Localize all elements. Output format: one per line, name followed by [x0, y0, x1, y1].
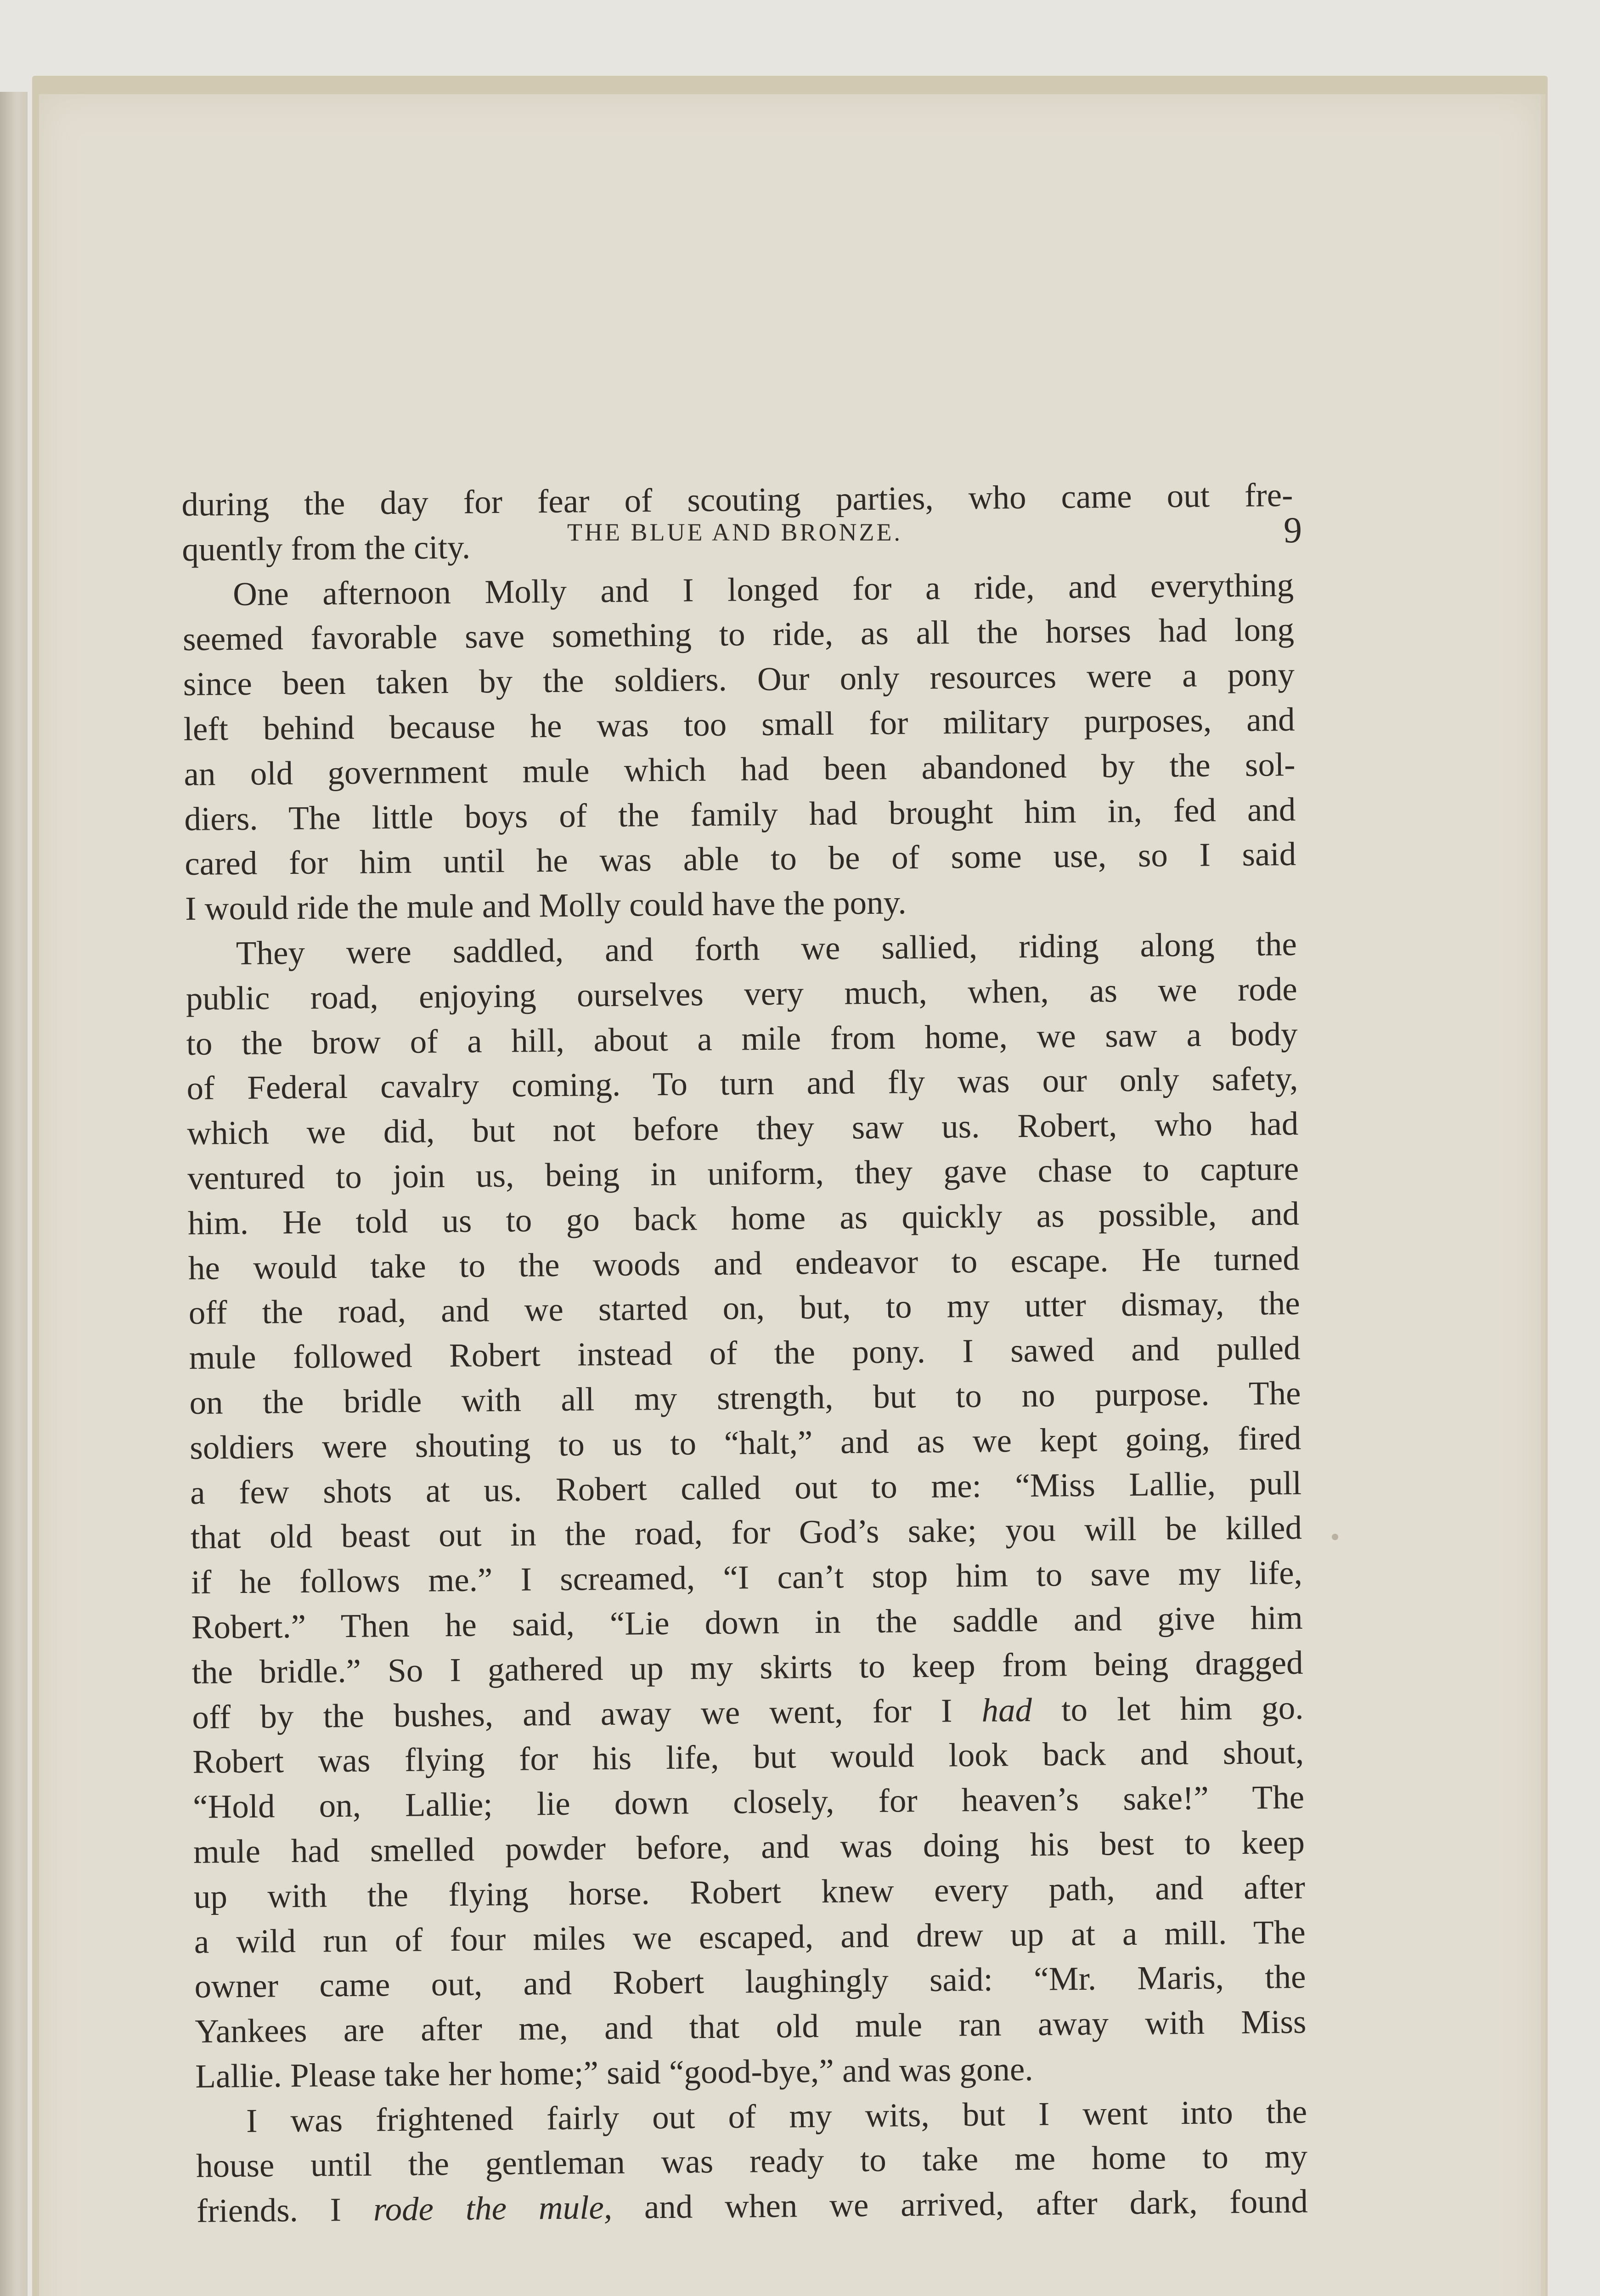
text-line-segment: since been taken by the soldiers. Our only resources were a pony [183, 656, 1295, 703]
previous-page-edge [0, 92, 28, 2296]
text-line-segment: up with the flying horse. Robert knew every path, and after [193, 1868, 1306, 1915]
text-line-segment: Lallie. Please take her home;” said “good-bye,” and was gone. [195, 2050, 1033, 2095]
text-line-segment: diers. The little boys of the family had brought him in, fed and [184, 790, 1296, 838]
body-text [181, 473, 1308, 2234]
text-line-segment: cared for him until he was able to be of some use, so I said [184, 835, 1296, 883]
text-line-segment: house until the gentleman was ready to take me home to my [196, 2138, 1308, 2185]
text-line-segment: off the road, and we started on, but, to my utter dismay, the [188, 1284, 1301, 1332]
text-line-segment: I would ride the mule and Molly could have the pony. [185, 884, 907, 928]
text-line-segment: left behind because he was too small for military purposes, and [183, 700, 1295, 748]
text-line-segment: mule followed Robert instead of the pony. I sawed and pulled [189, 1329, 1301, 1377]
italic-text: rode the mule, [373, 2189, 613, 2228]
text-line-segment: owner came out, and Robert laughingly said: “Mr. Maris, the [194, 1958, 1306, 2005]
text-line-segment: of Federal cavalry coming. To turn and fly was our only safety, [186, 1060, 1298, 1107]
italic-text: had [981, 1691, 1032, 1729]
text-line-segment: “Hold on, Lallie; lie down closely, for heaven’s sake!” The [192, 1778, 1305, 1825]
paper-speck [1332, 1534, 1338, 1540]
text-line-segment: and when we arrived, after dark, found [612, 2183, 1308, 2226]
text-line-segment: if he follows me.” I screamed, “I can’t stop him to save my life, [191, 1553, 1303, 1601]
text-line-segment: to the brow of a hill, about a mile from home, we saw a body [186, 1015, 1298, 1062]
text-line-segment: public road, enjoying ourselves very much, when, as we rode [186, 970, 1298, 1017]
text-line-segment: mule had smelled powder before, and was doing his best to keep [193, 1823, 1305, 1870]
text-line-segment: a wild run of four miles we escaped, and drew up at a mill. The [194, 1913, 1306, 1960]
text-line-segment: which we did, but not before they saw us. Robert, who had [187, 1104, 1299, 1152]
text-line-segment: They were saddled, and forth we sallied, riding along the [236, 925, 1297, 972]
text-line-segment: to let him go. [1031, 1688, 1304, 1728]
text-line-segment: the bridle.” So I gathered up my skirts to keep from being dragged [192, 1643, 1303, 1691]
text-line-segment: on the bridle with all my strength, but to no purpose. The [189, 1374, 1301, 1421]
text-line-segment: a few shots at us. Robert called out to me: “Miss Lallie, pull [190, 1464, 1302, 1511]
text-line-segment: Robert was flying for his life, but would look back and shout, [192, 1733, 1304, 1781]
text-line-segment: an old government mule which had been abandoned by the sol- [184, 745, 1296, 793]
text-line-segment: ventured to join us, being in uniform, they gave chase to capture [187, 1149, 1299, 1197]
text-line-segment: friends. I [196, 2190, 374, 2230]
text-line-segment: One afternoon Molly and I longed for a ride, and everything [232, 566, 1294, 613]
running-title: THE BLUE AND BRONZE. [567, 518, 902, 546]
text-line-segment: off by the bushes, and away we went, for I [192, 1691, 982, 1736]
page-number: 9 [1284, 510, 1302, 551]
text-line-segment: Yankees are after me, and that old mule ran away with Miss [195, 2003, 1307, 2050]
text-line-segment: during the day for fear of scouting parties, who came out fre- [181, 476, 1293, 523]
text-line-segment: him. He told us to go back home as quickly as possible, and [187, 1194, 1300, 1242]
text-line-segment: he would take to the woods and endeavor to escape. He turned [188, 1239, 1300, 1287]
text-line-segment: I was frightened fairly out of my wits, but I went into the [246, 2093, 1307, 2139]
text-line-segment: seemed favorable save something to ride, as all the horses had long [182, 611, 1295, 658]
text-line-segment: that old beast out in the road, for God’s sake; you will be killed [190, 1509, 1302, 1556]
text-line-segment: Robert.” Then he said, “Lie down in the saddle and give him [191, 1598, 1303, 1646]
text-line-segment: quently from the city. [181, 528, 471, 568]
text-line-segment: soldiers were shouting to us to “halt,” and as we kept going, fired [189, 1419, 1301, 1466]
